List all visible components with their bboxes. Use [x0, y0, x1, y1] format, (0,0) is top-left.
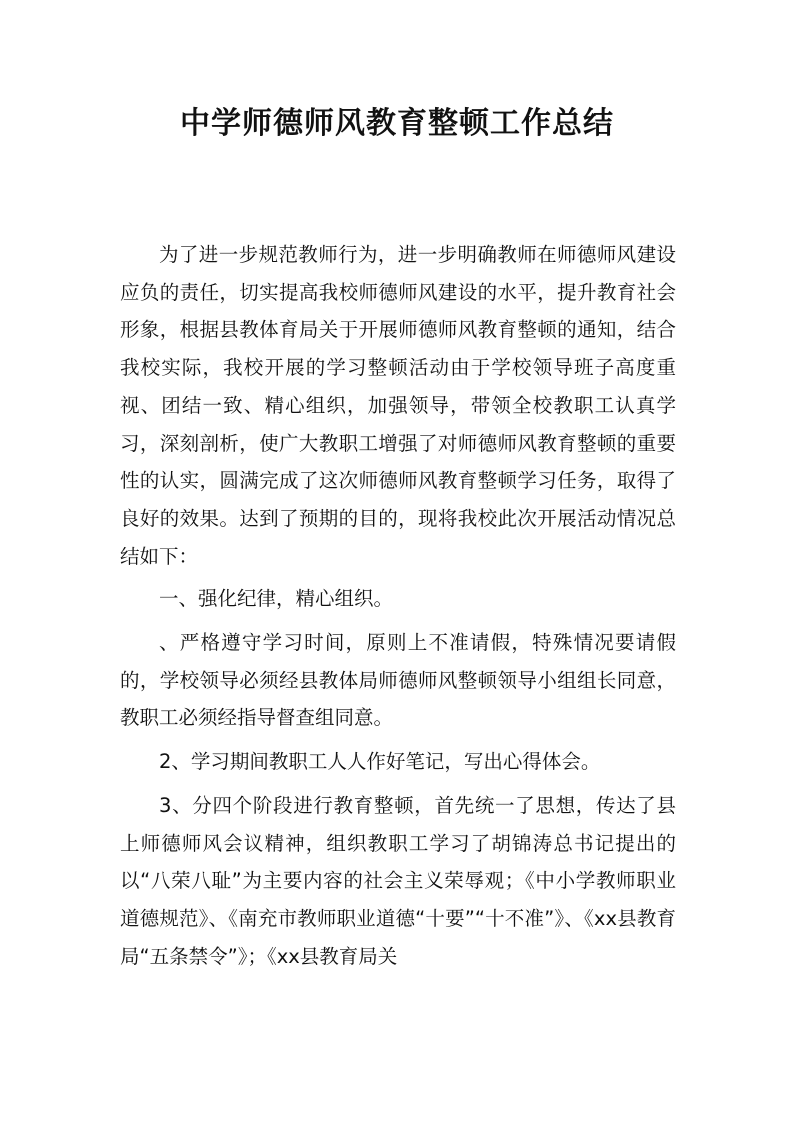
intro-paragraph: 为了进一步规范教师行为，进一步明确教师在师德师风建设应负的责任，切实提高我校师德师风建设的水平，提升教育社会形象，根据县教体育局关于开展师德师风教育整顿的通知，结合我校实际，我校开展的学习整顿活动由于学校领导班子高度重视、团结一致、精心组织，加强领导，带领全校教职工认真学习，深刻剖析，使广大教职工增强了对师德师风教育整顿的重要性的认实，圆满完成了这次师德师风教育整顿学习任务，取得了良好的效果。达到了预期的目的，现将我校此次开展活动情况总结如下：	[120, 243, 676, 568]
section-heading-1: 一、强化纪律，精心组织。	[159, 587, 394, 611]
rule-paragraph-2: 2、学习期间教职工人人作好笔记，写出心得体会。	[159, 750, 601, 774]
document-title: 中学师德师风教育整顿工作总结	[180, 106, 614, 141]
rule-paragraph-1: 、严格遵守学习时间，原则上不准请假，特殊情况要请假的，学校领导必须经县教体局师德师风整顿领导小组组长同意，教职工必须经指导督查组同意。	[120, 631, 676, 730]
rule-paragraph-3: 3、分四个阶段进行教育整顿，首先统一了思想，传达了县上师德师风会议精神，组织教职工学习了胡锦涛总书记提出的以“八荣八耻”为主要内容的社会主义荣辱观；《中小学教师职业道德规范》、《南充市教师职业道德“十要”“十不准”》、《xx县教育局“五条禁令”》；《xx县教育局关	[120, 793, 676, 968]
document-body	[120, 236, 676, 975]
